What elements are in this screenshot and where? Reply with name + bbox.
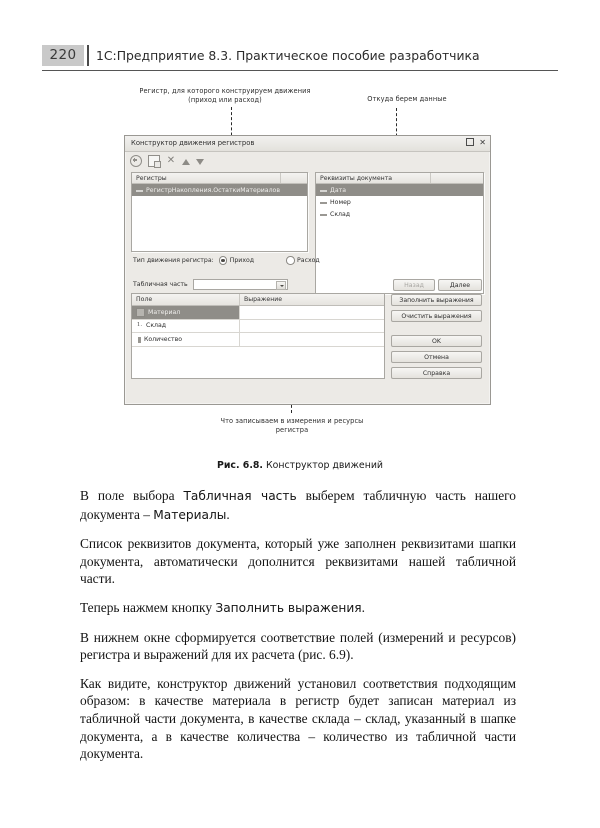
- register-icon: [136, 190, 143, 192]
- help-button[interactable]: Справка: [391, 367, 482, 379]
- grid-cell-expression[interactable]: [240, 306, 384, 319]
- p1-part-e: .: [226, 506, 230, 522]
- registers-panel-header: Регистры: [132, 173, 307, 184]
- paragraph-4: В нижнем окне сформируется соответствие полей (измерений и ресурсов) регистра и выражений для их расчета (рис. 6.9).: [80, 629, 516, 663]
- field-expression-grid: [131, 293, 385, 379]
- attribute-list-item[interactable]: [316, 208, 483, 220]
- grid-cell-expression[interactable]: [240, 320, 384, 333]
- tabular-section-label: Табличная часть: [133, 281, 188, 288]
- window-buttons: [466, 138, 486, 146]
- clear-expressions-button[interactable]: Очистить выражения: [391, 310, 482, 322]
- grid-col-field: Поле: [132, 294, 240, 305]
- registers-panel: [131, 172, 308, 252]
- p3-part-c: .: [361, 599, 365, 615]
- cube-icon: [136, 308, 145, 317]
- p1-part-a: В поле выбора: [80, 488, 184, 503]
- delete-icon[interactable]: ✕: [166, 155, 176, 166]
- dialog-toolbar: [130, 154, 204, 168]
- figure-6-8: [42, 84, 558, 474]
- attribute-label: Дата: [330, 186, 347, 194]
- movement-constructor-dialog: [124, 135, 491, 405]
- paragraph-3: [80, 599, 516, 618]
- grid-header-row: [132, 294, 384, 306]
- next-button[interactable]: Далее: [438, 279, 482, 291]
- attribute-icon: [320, 190, 327, 192]
- attributes-panel-header: Реквизиты документа: [316, 173, 483, 184]
- register-list-item[interactable]: [132, 184, 307, 196]
- callout-data-source: Откуда берем данные: [367, 95, 447, 103]
- paragraph-2: Список реквизитов документа, который уже заполнен реквизитами шапки документа, автоматически дополнится реквизитами нашей табличной части.: [80, 536, 516, 587]
- radio-rashod[interactable]: [286, 256, 320, 265]
- figure-caption-prefix: Рис. 6.8.: [216, 460, 263, 471]
- grid-col-expression: Выражение: [244, 296, 283, 303]
- resource-icon: [138, 337, 141, 343]
- move-up-icon[interactable]: [182, 159, 190, 165]
- attribute-icon: [320, 214, 327, 216]
- attribute-icon: [320, 202, 327, 204]
- dialog-title: Конструктор движения регистров: [131, 138, 255, 147]
- movement-type-group: [133, 256, 320, 265]
- grid-cell-field: [132, 333, 240, 346]
- p1-ui-term-materials: Материалы: [153, 507, 227, 522]
- callout-registers: Регистр, для которого конструируем движения (приход или расход): [139, 87, 311, 104]
- grid-field-label: Количество: [144, 335, 183, 343]
- body-text: [80, 487, 516, 763]
- header-rule: [42, 70, 558, 71]
- header-divider: [87, 45, 89, 66]
- chevron-down-icon[interactable]: [276, 281, 286, 290]
- p3-ui-term-fill: Заполнить выражения: [215, 600, 362, 615]
- grid-cell-field: [132, 306, 240, 319]
- register-label: РегистрНакопления.ОстаткиМатериалов: [146, 186, 280, 194]
- attribute-label: Номер: [330, 198, 351, 206]
- callout-dimensions-resources: Что записываем в измерения и ресурсы регистра: [220, 417, 364, 434]
- radio-selected-icon: [219, 256, 228, 265]
- grid-field-label: Склад: [146, 322, 167, 330]
- attribute-label: Склад: [330, 210, 351, 218]
- cancel-button[interactable]: Отмена: [391, 351, 482, 363]
- p1-part-c: выберем табличную часть нашего документа –: [80, 488, 516, 522]
- dialog-titlebar[interactable]: [125, 136, 490, 152]
- grid-field-label: Материал: [148, 308, 181, 316]
- p1-ui-term-tabular: Табличная часть: [183, 489, 297, 503]
- page-number: 220: [42, 45, 84, 66]
- page-header: [42, 45, 558, 75]
- radio-unselected-icon: [286, 256, 295, 265]
- grid-cell-field: [132, 320, 240, 333]
- maximize-icon[interactable]: [466, 138, 474, 146]
- tabular-section-combo[interactable]: [193, 279, 288, 290]
- copy-icon[interactable]: [148, 155, 160, 167]
- attribute-list-item[interactable]: [316, 196, 483, 208]
- ok-button[interactable]: OK: [391, 335, 482, 347]
- move-down-icon[interactable]: [196, 159, 204, 165]
- table-row[interactable]: [132, 333, 384, 347]
- radio-rashod-label: Расход: [297, 256, 320, 264]
- add-icon[interactable]: [130, 155, 142, 167]
- tabular-section-row: [133, 279, 288, 290]
- number-icon: 1.: [136, 322, 143, 329]
- document-attributes-panel: [315, 172, 484, 294]
- figure-caption: [42, 460, 558, 471]
- p3-part-a: Теперь нажмем кнопку: [80, 599, 216, 615]
- movement-type-label: Тип движения регистра:: [133, 256, 214, 264]
- grid-cell-expression[interactable]: [240, 333, 384, 346]
- paragraph-5: Как видите, конструктор движений установил соответствия подходящим образом: в качестве материала в регистр будет записан материал из табличной части документа, в качестве склада – склад, указанный в шапке документа, а в качестве количества – количество из табличной части документа.: [80, 675, 516, 762]
- fill-expressions-button[interactable]: Заполнить выражения: [391, 294, 482, 306]
- table-row[interactable]: [132, 320, 384, 334]
- close-icon[interactable]: ✕: [479, 137, 486, 147]
- running-title: 1С:Предприятие 8.3. Практическое пособие разработчика: [96, 48, 480, 63]
- radio-prihod[interactable]: [219, 256, 254, 265]
- radio-prihod-label: Приход: [229, 256, 255, 264]
- paragraph-1: [80, 487, 516, 524]
- figure-caption-text: Конструктор движений: [262, 460, 384, 471]
- back-button[interactable]: Назад: [393, 279, 435, 291]
- table-row[interactable]: [132, 306, 384, 320]
- attribute-list-item[interactable]: [316, 184, 483, 196]
